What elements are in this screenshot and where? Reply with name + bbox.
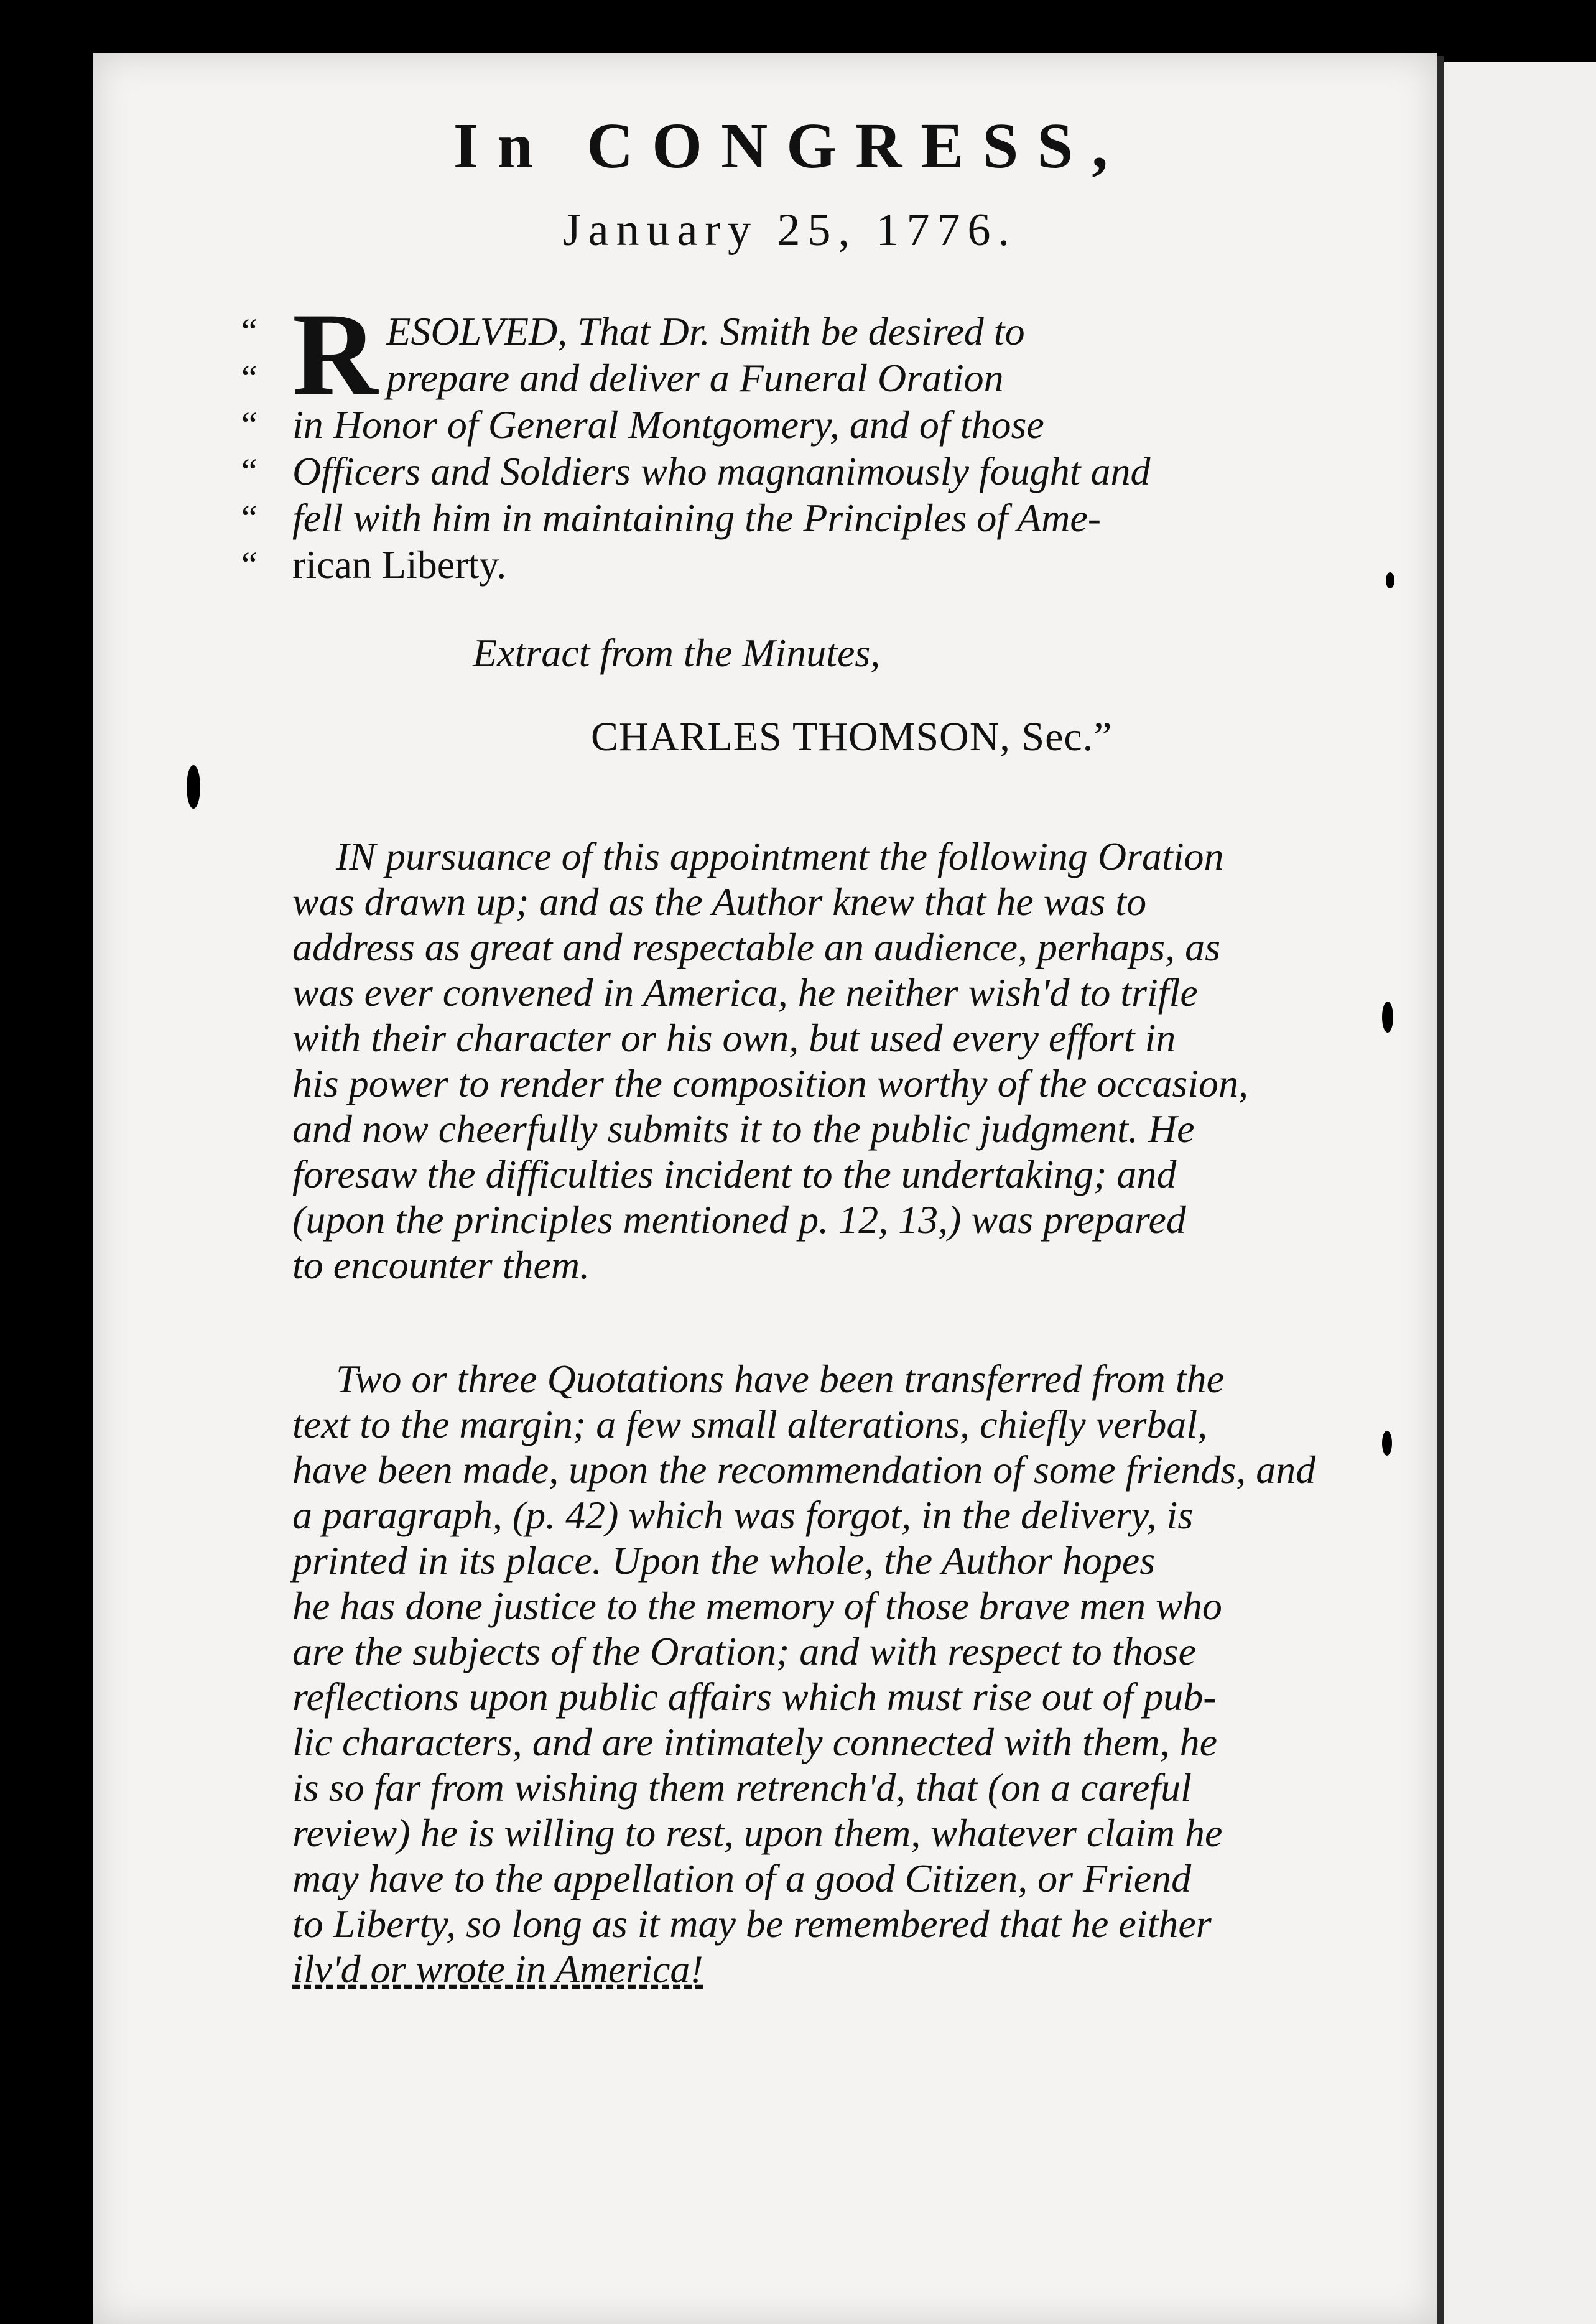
drop-cap: R [292, 289, 378, 420]
paragraph-appointment [292, 834, 1287, 1288]
paragraph-quotations [292, 1356, 1316, 1992]
resolution-line: fell with him in maintaining the Principles of Ame- [292, 496, 1102, 540]
quote-mark: “ [241, 498, 257, 538]
paragraph-line: review) he is willing to rest, upon them, whatever claim he [292, 1811, 1223, 1855]
extract-line: Extract from the Minutes, [473, 631, 881, 675]
quote-mark: “ [241, 451, 257, 491]
paragraph-line: a paragraph, (p. 42) which was forgot, in the delivery, is [292, 1493, 1194, 1537]
page-title: In CONGRESS, [453, 110, 1127, 182]
paragraph-line: and now cheerfully submits it to the public judgment. He [292, 1107, 1195, 1151]
paragraph-line: his power to render the composition worthy of the occasion, [292, 1061, 1249, 1105]
paragraph-line: foresaw the difficulties incident to the undertaking; and [292, 1152, 1177, 1196]
resolution-block [241, 289, 1287, 588]
paragraph-line: was drawn up; and as the Author knew that he was to [292, 880, 1147, 924]
ink-blot [187, 765, 200, 809]
paragraph-line: was ever convened in America, he neither wish'd to trifle [292, 970, 1198, 1015]
resolution-line: Officers and Soldiers who magnanimously fought and [292, 449, 1151, 493]
paragraph-line: Two or three Quotations have been transferred from the [336, 1357, 1224, 1401]
paragraph-line: reflections upon public affairs which must rise out of pub- [292, 1675, 1217, 1719]
quote-marks [241, 308, 279, 588]
ink-blot [1382, 1431, 1392, 1456]
resolution-line: ESOLVED, That Dr. Smith be desired to [386, 309, 1025, 353]
paragraph-line: IN pursuance of this appointment the following Oration [336, 834, 1224, 878]
paragraph-line: may have to the appellation of a good Citizen, or Friend [292, 1856, 1192, 1900]
paragraph-line: ilv'd or wrote in America! [292, 1947, 703, 1991]
paragraph-line: to Liberty, so long as it may be remembered that he either [292, 1902, 1212, 1946]
quote-mark: “ [241, 404, 257, 445]
paragraph-line: is so far from wishing them retrench'd, that (on a careful [292, 1765, 1192, 1810]
signature: CHARLES THOMSON, Sec.” [591, 714, 1113, 760]
ink-blot [1386, 572, 1394, 588]
paragraph-line: printed in its place. Upon the whole, the Author hopes [292, 1538, 1156, 1583]
paragraph-line: lic characters, and are intimately connected with them, he [292, 1720, 1218, 1764]
paragraph-line: have been made, upon the recommendation of some friends, and [292, 1448, 1316, 1492]
paragraph-line: are the subjects of the Oration; and with respect to those [292, 1629, 1196, 1673]
paragraph-line: text to the margin; a few small alterations, chiefly verbal, [292, 1402, 1208, 1446]
document-content [241, 106, 1316, 1992]
quote-mark: “ [241, 544, 257, 585]
page-gutter [1437, 56, 1444, 2324]
resolution-line: in Honor of General Montgomery, and of those [292, 402, 1044, 447]
paragraph-line: he has done justice to the memory of those brave men who [292, 1584, 1222, 1628]
paragraph-line: to encounter them. [292, 1243, 590, 1287]
quote-mark: “ [241, 358, 257, 398]
paragraph-line: with their character or his own, but used every effort in [292, 1016, 1176, 1060]
resolution-line: prepare and deliver a Funeral Oration [386, 356, 1004, 400]
ink-blot [1382, 1002, 1393, 1033]
paragraph-line: (upon the principles mentioned p. 12, 13,) was prepared [292, 1197, 1186, 1242]
page-right [1444, 62, 1596, 2324]
document-date: January 25, 1776. [562, 205, 1018, 256]
quote-mark: “ [241, 311, 257, 351]
paragraph-line: address as great and respectable an audience, perhaps, as [292, 925, 1220, 969]
resolution-line: rican Liberty. [292, 542, 507, 587]
